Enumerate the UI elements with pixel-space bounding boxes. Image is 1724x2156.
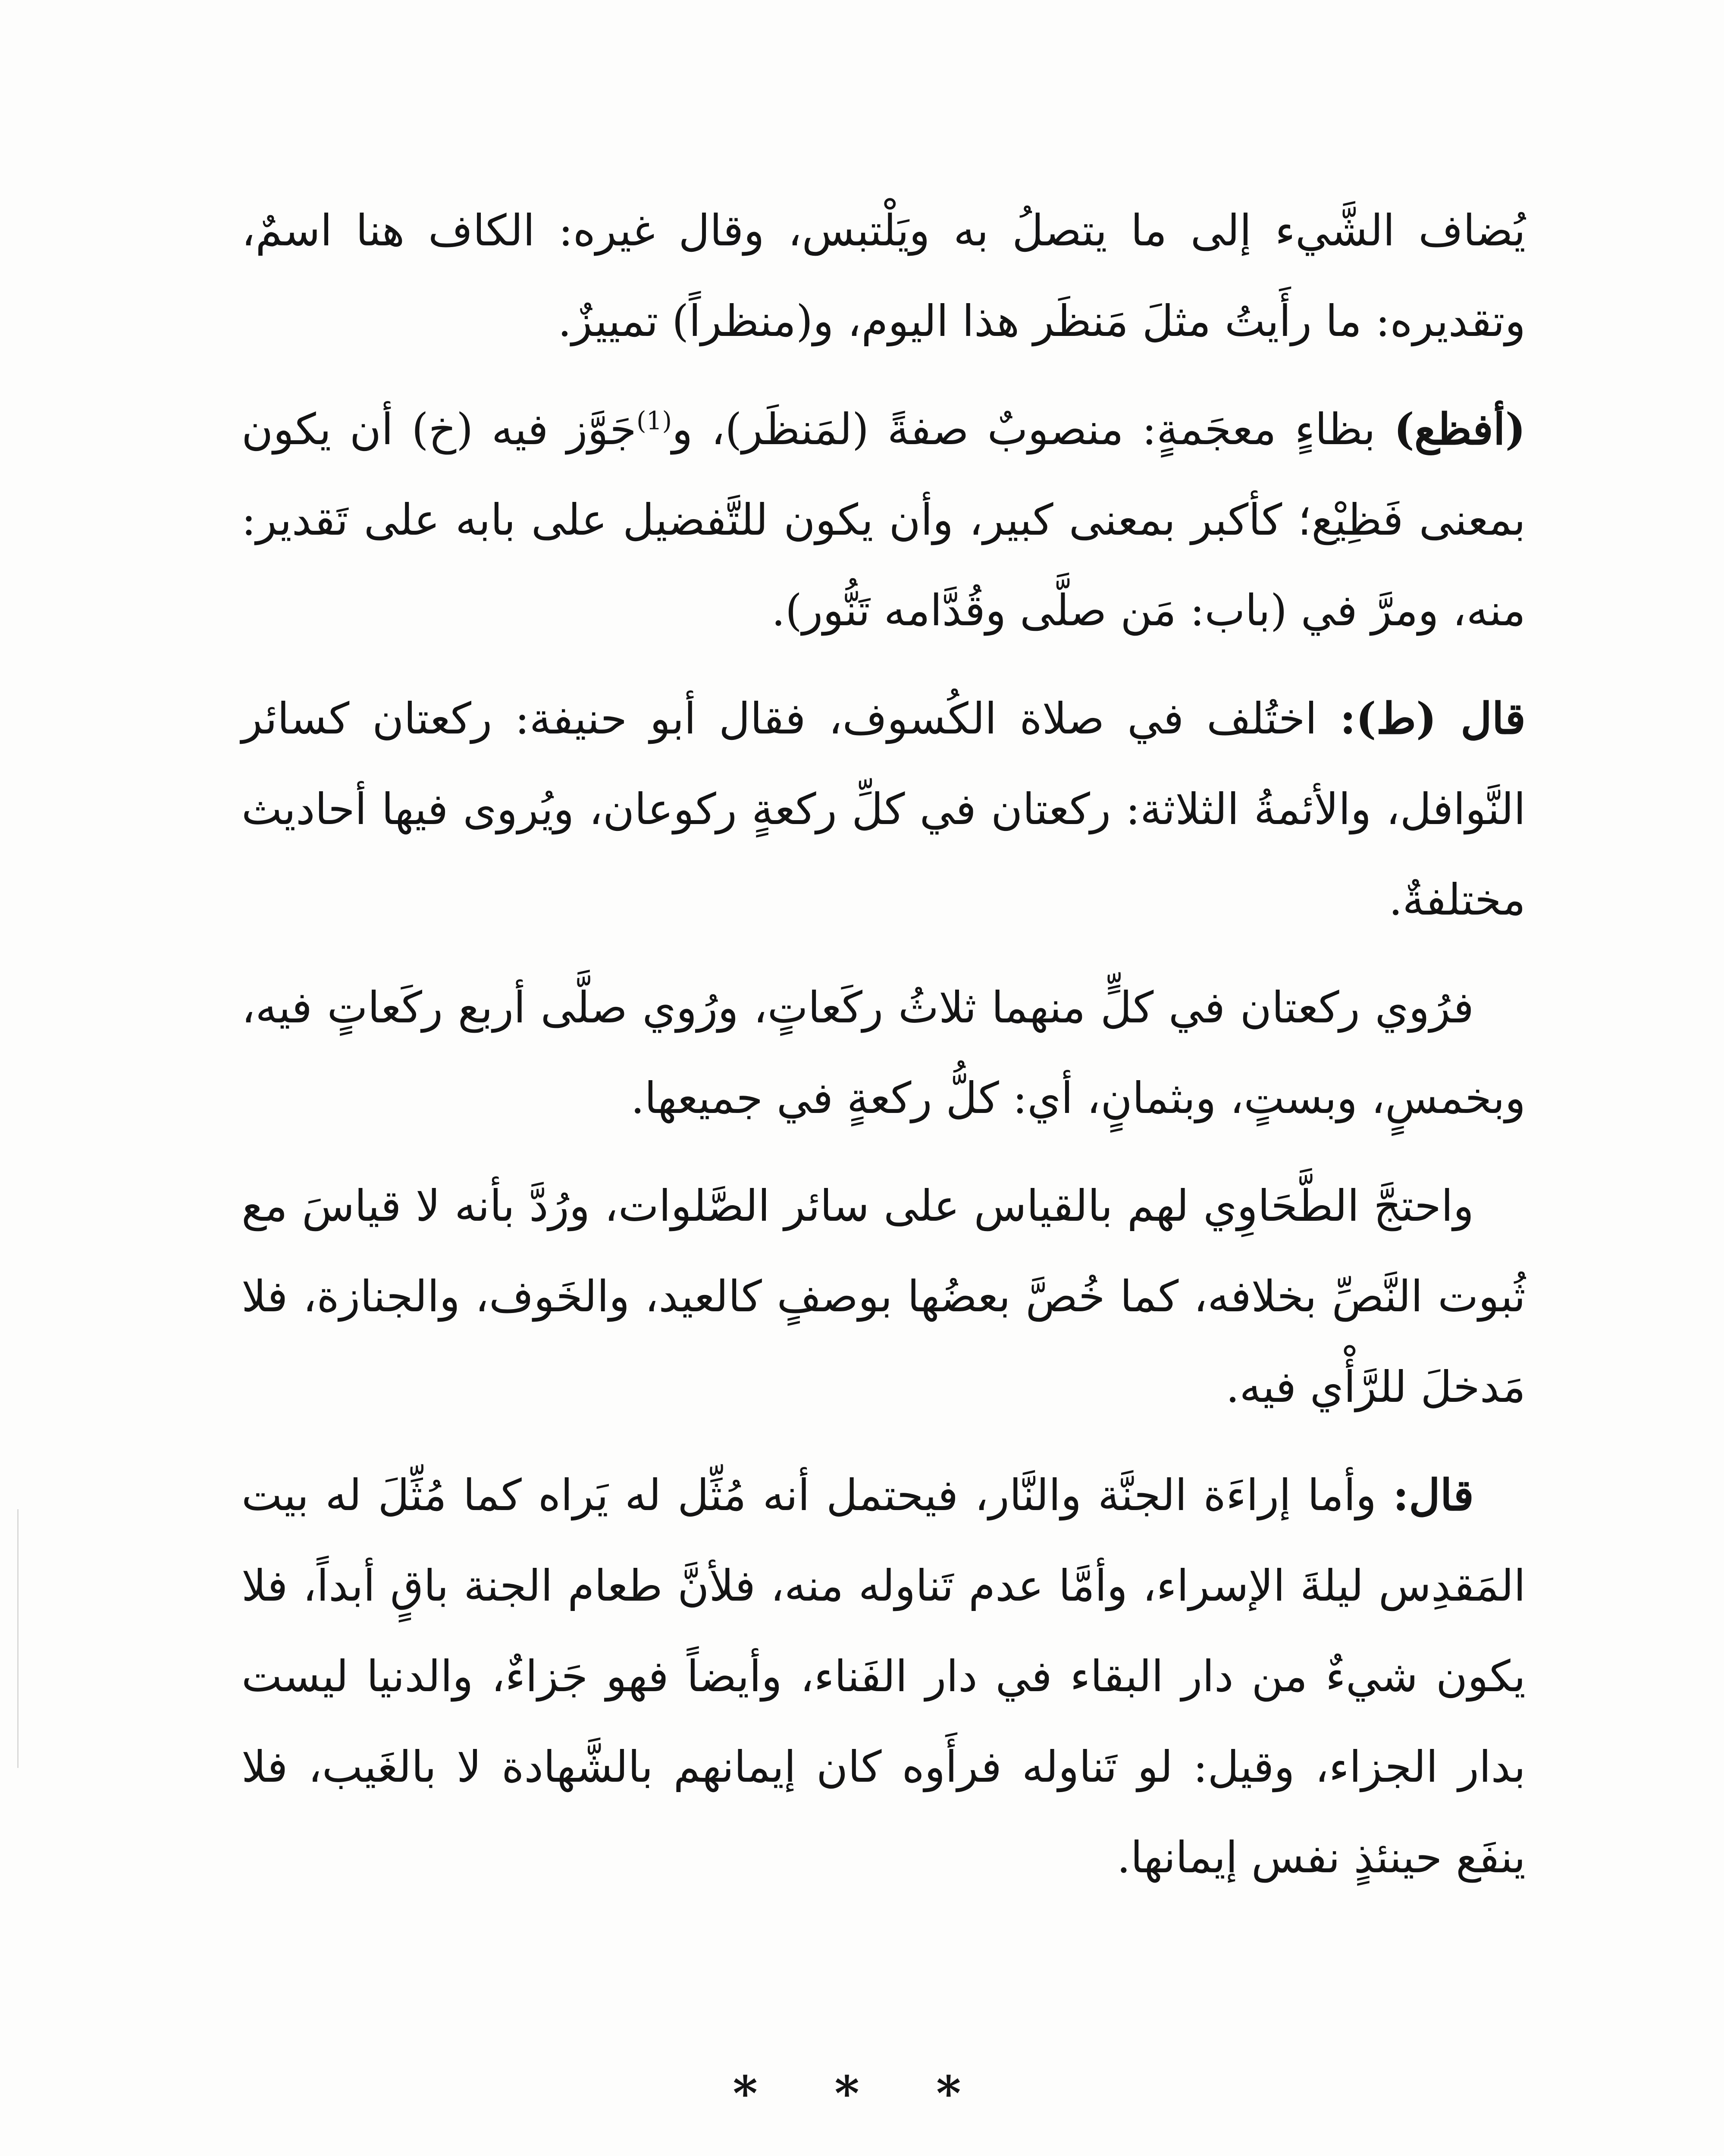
section-separator: * * * (733, 2065, 991, 2121)
paragraph-2-text-after-note: جَوَّز فيه (خ) أن يكون بمعنى فَظِيْع؛ كأكبر بمعنى كبير، وأن يكون للتَّفضيل على بابه على تَقدير: منه، ومرَّ في (باب: مَن صلَّى وقُدَّامه تَنُّور). (241, 404, 1526, 636)
paragraph-3 (241, 673, 1526, 945)
main-text (241, 185, 1526, 1903)
paragraph-6 (241, 1450, 1526, 1903)
footnote-reference[interactable]: (1) (636, 406, 672, 436)
paragraph-3-lead: قال (ط): (1340, 693, 1526, 744)
paragraph-4 (241, 962, 1526, 1144)
paragraph-1-text: يُضاف الشَّيء إلى ما يتصلُ به ويَلْتبس، وقال غيره: الكاف هنا اسمٌ، وتقديره: ما رأَيتُ مثلَ مَنظَر هذا اليوم، و(منظراً) تمييزٌ. (241, 205, 1526, 346)
paragraph-4-text: فرُوي ركعتان في كلٍّ منهما ثلاثُ ركَعاتٍ، ورُوي صلَّى أربع ركَعاتٍ فيه، وبخمسٍ، وبستٍ، وبثمانٍ، أي: كلُّ ركعةٍ في جميعها. (241, 982, 1526, 1123)
paragraph-2-text-before-note: بظاءٍ معجَمةٍ: منصوبٌ صفةً (لمَنظَر)، و (672, 404, 1394, 454)
paragraph-1 (241, 185, 1526, 367)
paragraph-6-lead: قال: (1393, 1470, 1474, 1520)
scan-edge-shadow (17, 1509, 19, 1768)
paragraph-6-text: وأما إراءَة الجنَّة والنَّار، فيحتمل أنه مُثِّل له يَراه كما مُثِّلَ له بيت المَقدِس ليلةَ الإسراء، وأمَّا عدم تَناوله منه، فلأنَّ طعام الجنة باقٍ أبداً، فلا يكون شيءٌ من دار البقاء في دار الفَناء، وأيضاً فهو جَزاءٌ، والدنيا ليست بدار الجزاء، وقيل: لو تَناوله فرأَوه كان إيمانهم بالشَّهادة لا بالغَيب، فلا ينفَع حينئذٍ نفس إيمانها. (241, 1470, 1526, 1883)
paragraph-5-text: واحتجَّ الطَّحَاوِي لهم بالقياس على سائر الصَّلوات، ورُدَّ بأنه لا قياسَ مع ثُبوت النَّصِّ بخلافه، كما خُصَّ بعضُها بوصفٍ كالعيد، والخَوف، والجنازة، فلا مَدخلَ للرَّأْي فيه. (241, 1181, 1526, 1412)
paragraph-2-lead: (أفظع) (1394, 404, 1526, 454)
paragraph-3-text: اختُلف في صلاة الكُسوف، فقال أبو حنيفة: ركعتان كسائر النَّوافل، والأئمةُ الثلاثة: ركعتان في كلِّ ركعةٍ ركوعان، ويُروى فيها أحاديث مختلفةٌ. (241, 693, 1526, 925)
paragraph-5 (241, 1161, 1526, 1432)
paragraph-2 (241, 384, 1526, 656)
